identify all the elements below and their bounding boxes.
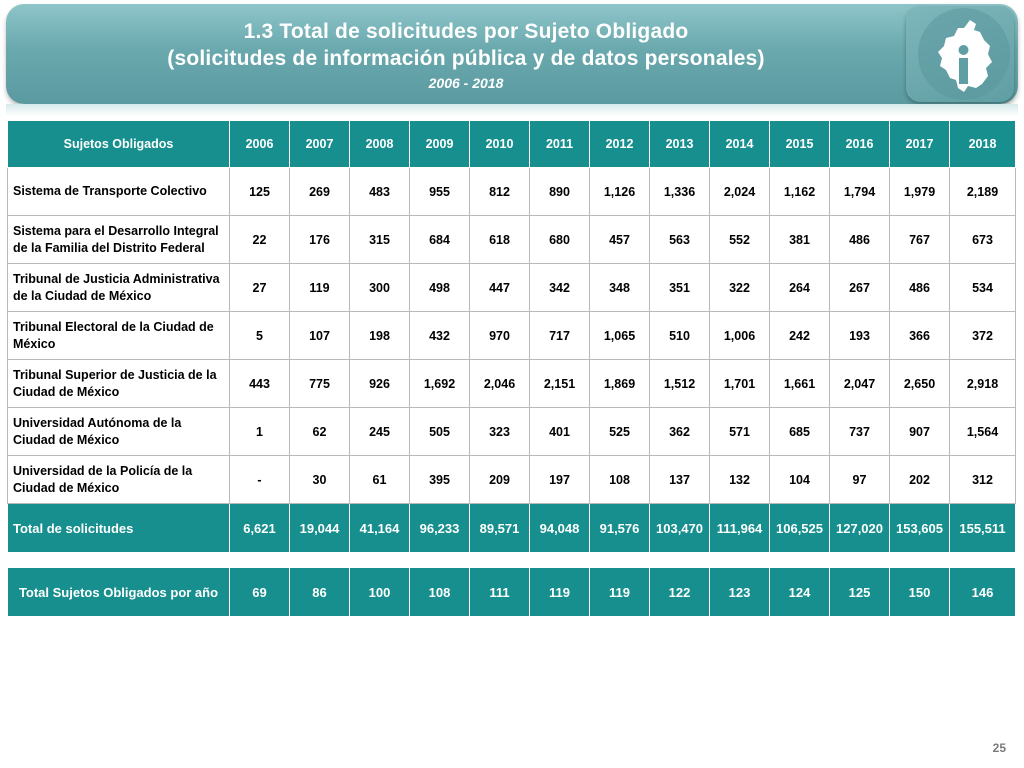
- table-cell: 176: [290, 216, 350, 264]
- table-cell: 1,065: [590, 312, 650, 360]
- table-cell: 534: [950, 264, 1016, 312]
- summary-label: Total Sujetos Obligados por año: [8, 568, 230, 617]
- summary-cell: 69: [230, 568, 290, 617]
- table-cell: 486: [830, 216, 890, 264]
- logo-box: [906, 6, 1014, 102]
- table-cell: 348: [590, 264, 650, 312]
- table-cell: 125: [230, 168, 290, 216]
- table-cell: 907: [890, 408, 950, 456]
- table-cell: 269: [290, 168, 350, 216]
- table-cell: 1,564: [950, 408, 1016, 456]
- summary-cell: 100: [350, 568, 410, 617]
- table-cell: 61: [350, 456, 410, 504]
- table-cell: 193: [830, 312, 890, 360]
- summary-row: [8, 568, 1016, 617]
- table-cell: 198: [350, 312, 410, 360]
- table-cell: 1,979: [890, 168, 950, 216]
- table-cell: 1,794: [830, 168, 890, 216]
- table-cell: 97: [830, 456, 890, 504]
- table-cell: 1,869: [590, 360, 650, 408]
- table-row: [8, 264, 1016, 312]
- table-cell: 2,024: [710, 168, 770, 216]
- column-header-year: 2011: [530, 121, 590, 168]
- total-cell: 96,233: [410, 504, 470, 553]
- table-cell: 322: [710, 264, 770, 312]
- column-header-year: 2012: [590, 121, 650, 168]
- page-subtitle: (solicitudes de información pública y de datos personales): [167, 47, 765, 70]
- table-cell: 372: [950, 312, 1016, 360]
- table-cell: 483: [350, 168, 410, 216]
- table-cell: 970: [470, 312, 530, 360]
- column-header-year: 2008: [350, 121, 410, 168]
- table-row: [8, 216, 1016, 264]
- table-cell: 552: [710, 216, 770, 264]
- table-cell: 104: [770, 456, 830, 504]
- total-cell: 41,164: [350, 504, 410, 553]
- table-cell: 312: [950, 456, 1016, 504]
- table-cell: 119: [290, 264, 350, 312]
- table-cell: 1: [230, 408, 290, 456]
- summary-cell: 124: [770, 568, 830, 617]
- table-cell: 132: [710, 456, 770, 504]
- table-cell: 264: [770, 264, 830, 312]
- table-row: [8, 312, 1016, 360]
- table-cell: 2,189: [950, 168, 1016, 216]
- table-cell: 108: [590, 456, 650, 504]
- column-header-year: 2006: [230, 121, 290, 168]
- table-cell: 457: [590, 216, 650, 264]
- table-cell: 197: [530, 456, 590, 504]
- table-cell: 498: [410, 264, 470, 312]
- table-cell: 381: [770, 216, 830, 264]
- cdmx-map-logo-icon: [906, 6, 1014, 102]
- total-cell: 103,470: [650, 504, 710, 553]
- row-subject-name: Sistema de Transporte Colectivo: [8, 168, 230, 216]
- column-header-year: 2017: [890, 121, 950, 168]
- summary-cell: 119: [590, 568, 650, 617]
- summary-cell: 146: [950, 568, 1016, 617]
- table-cell: 1,692: [410, 360, 470, 408]
- summary-cell: 150: [890, 568, 950, 617]
- table-cell: 767: [890, 216, 950, 264]
- table-cell: 362: [650, 408, 710, 456]
- total-label: Total de solicitudes: [8, 504, 230, 553]
- table-cell: 443: [230, 360, 290, 408]
- table-cell: 209: [470, 456, 530, 504]
- table-cell: 2,047: [830, 360, 890, 408]
- column-header-year: 2009: [410, 121, 470, 168]
- table-cell: 1,336: [650, 168, 710, 216]
- page-title: 1.3 Total de solicitudes por Sujeto Obligado: [243, 20, 689, 43]
- total-cell: 155,511: [950, 504, 1016, 553]
- table-cell: 1,661: [770, 360, 830, 408]
- total-cell: 6,621: [230, 504, 290, 553]
- table-header-row: [8, 121, 1016, 168]
- row-subject-name: Tribunal Superior de Justicia de la Ciudad de México: [8, 360, 230, 408]
- table-cell: 323: [470, 408, 530, 456]
- column-header-year: 2013: [650, 121, 710, 168]
- table-row: [8, 456, 1016, 504]
- column-header-year: 2007: [290, 121, 350, 168]
- row-subject-name: Tribunal Electoral de la Ciudad de México: [8, 312, 230, 360]
- table-cell: 1,512: [650, 360, 710, 408]
- table-cell: 315: [350, 216, 410, 264]
- table-cell: 2,046: [470, 360, 530, 408]
- table-cell: 27: [230, 264, 290, 312]
- table-cell: 1,006: [710, 312, 770, 360]
- total-cell: 19,044: [290, 504, 350, 553]
- table-cell: 2,650: [890, 360, 950, 408]
- table-cell: 486: [890, 264, 950, 312]
- table-cell: 510: [650, 312, 710, 360]
- table-cell: 1,701: [710, 360, 770, 408]
- table-cell: 395: [410, 456, 470, 504]
- table-cell: 5: [230, 312, 290, 360]
- table-cell: 202: [890, 456, 950, 504]
- column-header-year: 2014: [710, 121, 770, 168]
- table-row: [8, 360, 1016, 408]
- table-cell: 447: [470, 264, 530, 312]
- header-divider: [6, 104, 1018, 116]
- total-cell: 111,964: [710, 504, 770, 553]
- table-cell: 267: [830, 264, 890, 312]
- summary-cell: 125: [830, 568, 890, 617]
- table-cell: 618: [470, 216, 530, 264]
- total-cell: 153,605: [890, 504, 950, 553]
- column-header-subjects: Sujetos Obligados: [8, 121, 230, 168]
- table-cell: 673: [950, 216, 1016, 264]
- table-cell: 684: [410, 216, 470, 264]
- summary-cell: 86: [290, 568, 350, 617]
- requests-table: [7, 120, 1016, 553]
- table-cell: 242: [770, 312, 830, 360]
- table-cell: 926: [350, 360, 410, 408]
- table-cell: 955: [410, 168, 470, 216]
- table-cell: 680: [530, 216, 590, 264]
- table-cell: 525: [590, 408, 650, 456]
- table-cell: 775: [290, 360, 350, 408]
- table-cell: 30: [290, 456, 350, 504]
- column-header-year: 2016: [830, 121, 890, 168]
- summary-cell: 111: [470, 568, 530, 617]
- total-cell: 89,571: [470, 504, 530, 553]
- table-cell: 22: [230, 216, 290, 264]
- page-number: 25: [992, 741, 1006, 755]
- summary-cell: 123: [710, 568, 770, 617]
- table-row: [8, 408, 1016, 456]
- table-cell: -: [230, 456, 290, 504]
- summary-cell: 108: [410, 568, 470, 617]
- table-cell: 366: [890, 312, 950, 360]
- total-cell: 127,020: [830, 504, 890, 553]
- row-subject-name: Sistema para el Desarrollo Integral de la Familia del Distrito Federal: [8, 216, 230, 264]
- table-cell: 505: [410, 408, 470, 456]
- column-header-year: 2018: [950, 121, 1016, 168]
- total-cell: 94,048: [530, 504, 590, 553]
- table-cell: 351: [650, 264, 710, 312]
- table-cell: 571: [710, 408, 770, 456]
- summary-cell: 122: [650, 568, 710, 617]
- table-row: [8, 168, 1016, 216]
- table-cell: 2,151: [530, 360, 590, 408]
- table-cell: 62: [290, 408, 350, 456]
- table-cell: 890: [530, 168, 590, 216]
- table-cell: 342: [530, 264, 590, 312]
- summary-cell: 119: [530, 568, 590, 617]
- table-cell: 432: [410, 312, 470, 360]
- table-cell: 1,126: [590, 168, 650, 216]
- years-range: 2006 - 2018: [428, 75, 504, 91]
- table-cell: 401: [530, 408, 590, 456]
- row-subject-name: Universidad Autónoma de la Ciudad de México: [8, 408, 230, 456]
- table-cell: 245: [350, 408, 410, 456]
- table-cell: 717: [530, 312, 590, 360]
- column-header-year: 2010: [470, 121, 530, 168]
- table-cell: 137: [650, 456, 710, 504]
- table-cell: 737: [830, 408, 890, 456]
- row-subject-name: Universidad de la Policía de la Ciudad de México: [8, 456, 230, 504]
- table-cell: 1,162: [770, 168, 830, 216]
- table-cell: 563: [650, 216, 710, 264]
- summary-table: [7, 567, 1016, 617]
- table-cell: 2,918: [950, 360, 1016, 408]
- table-cell: 685: [770, 408, 830, 456]
- table-cell: 107: [290, 312, 350, 360]
- row-subject-name: Tribunal de Justicia Administrativa de la Ciudad de México: [8, 264, 230, 312]
- column-header-year: 2015: [770, 121, 830, 168]
- table-cell: 812: [470, 168, 530, 216]
- title-block: [66, 18, 866, 93]
- total-cell: 106,525: [770, 504, 830, 553]
- table-cell: 300: [350, 264, 410, 312]
- title-banner: [6, 4, 1018, 104]
- total-row: [8, 504, 1016, 553]
- total-cell: 91,576: [590, 504, 650, 553]
